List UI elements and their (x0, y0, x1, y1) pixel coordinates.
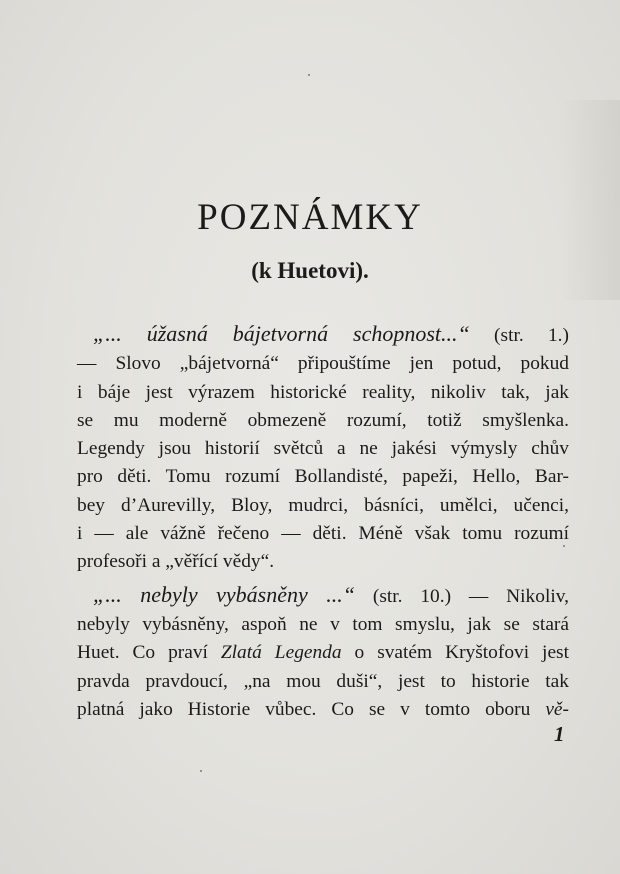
paper-speck (200, 770, 202, 772)
text-run: profesoři a „věřící vědy“. (77, 551, 275, 573)
note-reference-quote: „... nebyly vybásněny ...“ (93, 581, 356, 607)
paper-speck (308, 74, 310, 76)
note-paragraph (77, 320, 569, 577)
page-subtitle: (k Huetovi). (251, 258, 369, 283)
text-line (77, 520, 569, 548)
text-run: pro děti. Tomu rozumí Bollandisté, papeži, Hello, Bar- (77, 466, 569, 488)
text-run: o svatém Kryštofovi jest (341, 642, 569, 664)
text-run: se mu moderně obmezeně rozumí, totiž smyšlenka. (77, 409, 569, 431)
note-reference-quote: úžasná bájetvorná schopnost...“ (121, 321, 470, 346)
text-run: (str. 1.) (469, 325, 569, 346)
text-run: i báje jest výrazem historické reality, nikoliv tak, jak (77, 381, 569, 403)
text-run: Legendy jsou historií světců a ne jakési výmysly chův (77, 438, 569, 460)
page-number: 1 (554, 722, 565, 746)
text-run: (str. 10.) — Nikoliv, (355, 585, 569, 607)
text-run: — Slovo „bájetvorná“ připouštíme jen potud, pokud (77, 353, 569, 375)
page-title: POZNÁMKY (197, 197, 423, 238)
text-line (77, 350, 569, 378)
text-line (77, 407, 569, 435)
notes-body (77, 320, 569, 724)
note-reference-quote: „... (93, 321, 122, 346)
text-line (77, 668, 569, 696)
text-run: i — ale vážně řečeno — děti. Méně však tomu rozumí (77, 523, 569, 545)
text-line (77, 548, 569, 576)
text-line (77, 435, 569, 463)
text-line (77, 492, 569, 520)
text-line (77, 696, 569, 724)
text-line (77, 639, 569, 667)
text-run: bey d’Aurevilly, Bloy, mudrci, básníci, umělci, učenci, (77, 494, 569, 516)
text-run: nebyly vybásněny, aspoň ne v tom smyslu, jak se stará (77, 613, 569, 635)
text-line (77, 581, 569, 611)
text-run: platná jako Historie vůbec. Co se v tomto oboru (77, 698, 546, 720)
text-run: Huet. Co praví (77, 642, 221, 664)
text-line (77, 320, 569, 350)
paper-speck (563, 545, 565, 547)
text-line (77, 611, 569, 639)
note-paragraph (77, 581, 569, 724)
text-line (77, 463, 569, 491)
italic-text: Zlatá Legenda (220, 642, 342, 664)
italic-text: vě- (545, 698, 569, 720)
text-line (77, 379, 569, 407)
text-run: pravda pravdoucí, „na mou duši“, jest to historie tak (77, 670, 569, 692)
